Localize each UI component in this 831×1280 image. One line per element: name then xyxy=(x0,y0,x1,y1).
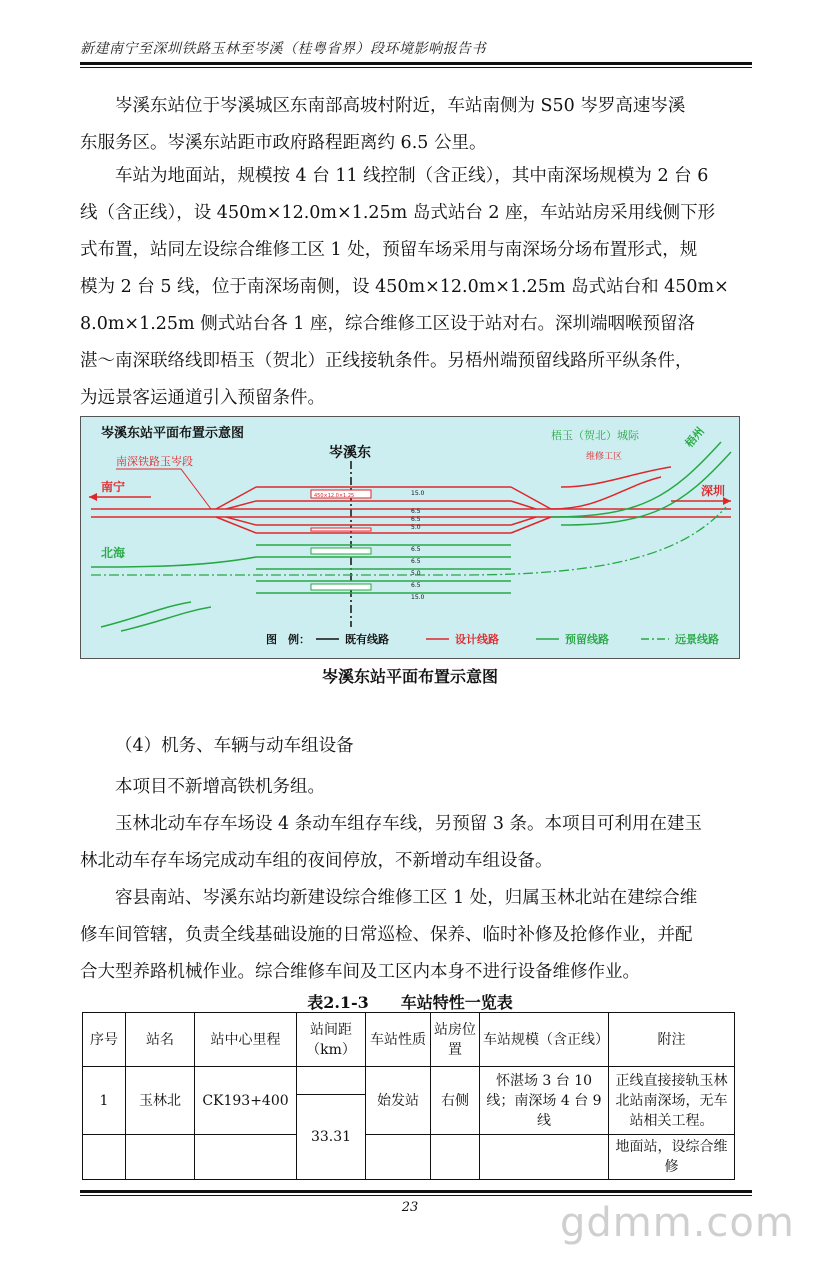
svg-text:远景线路: 远景线路 xyxy=(675,633,719,646)
watermark: gdmm.com xyxy=(560,1200,795,1246)
cell-name: 玉林北 xyxy=(126,1067,195,1135)
platform-3 xyxy=(311,548,371,554)
cell-empty xyxy=(431,1135,480,1180)
station-layout-diagram xyxy=(80,416,740,659)
beihai-label: 北海 xyxy=(101,546,126,560)
header-cell: 车站性质 xyxy=(366,1013,431,1067)
shenzhen-arrow-head xyxy=(723,497,731,505)
cell-position: 右侧 xyxy=(431,1067,480,1135)
page-header: 新建南宁至深圳铁路玉林至岑溪（桂粤省界）段环境影响报告书 xyxy=(80,41,486,57)
cell-empty xyxy=(126,1135,195,1180)
svg-text:15.0: 15.0 xyxy=(411,594,425,601)
nanshen-leader xyxy=(116,469,211,509)
svg-text:5.0: 5.0 xyxy=(411,524,421,531)
table-header-row xyxy=(83,1013,735,1067)
section-heading: （4）机务、车辆与动车组设备 xyxy=(115,736,354,756)
table-row xyxy=(83,1067,735,1095)
paragraph-station-scale: 车站为地面站，规模按 4 台 11 线控制（含正线），其中南深场规模为 2 台 6 线（含正线），设 450m×12.0m×1.25m 岛式站台 2 座，车站站房采用线侧下形 式布置，站同左设综合维修工区 1 处，预留车场采用与南深场分场布置形式，规 模为 2 台 5 线，位于南深场南侧，设 450m×12.0m×1.25m 岛式站台和 450m× 8.0m×1.25m 侧式站台各 1 座，综合维修工区设于站对右。深圳端咽喉预留洛 湛～南深联络线即梧玉（贺北）正线接轨条件。另梧州端预留线路所平纵条件， 为远景客运通道引入预留条件。 xyxy=(80,166,729,408)
cell-empty xyxy=(83,1135,126,1180)
platform-1-label: 450×12.0×1.25 xyxy=(314,493,355,499)
cell-no: 1 xyxy=(83,1067,126,1135)
wuzhou-label: 梧州 xyxy=(682,424,707,450)
svg-text:图 例：: 图 例： xyxy=(266,633,310,646)
station-name-label: 岑溪东 xyxy=(329,445,371,461)
svg-text:6.5: 6.5 xyxy=(411,546,421,553)
header-rule xyxy=(80,62,752,65)
svg-text:6.5: 6.5 xyxy=(411,508,421,515)
header-cell: 站名 xyxy=(126,1013,195,1067)
wuyu-line-label: 梧玉（贺北）城际 xyxy=(551,429,639,442)
header-cell: 站中心里程 xyxy=(195,1013,297,1067)
header-cell: 附注 xyxy=(609,1013,735,1067)
layout-svg xyxy=(81,417,739,658)
paragraph-maintenance: 容县南站、岑溪东站均新建设综合维修工区 1 处，归属玉林北站在建综合维 修车间管辖，负责全线基础设施的日常巡检、保养、临时补修及抢修作业，并配 合大型养路机械作业。综合维修车间及工区内本身不进行设备维修作业。 xyxy=(80,888,698,982)
platform-4 xyxy=(311,584,371,590)
paragraph-station-location: 岑溪东站位于岑溪城区东南部高坡村附近，车站南侧为 S50 岑罗高速岑溪 东服务区。岑溪东站距市政府路程距离约 6.5 公里。 xyxy=(80,96,686,153)
footer-rule-thin xyxy=(80,1195,752,1196)
svg-text:既有线路: 既有线路 xyxy=(345,633,389,646)
figure-caption: 岑溪东站平面布置示意图 xyxy=(321,667,498,686)
cell-note: 正线直接接轨玉林北站南深场，无车站相关工程。 xyxy=(609,1067,735,1135)
header-cell: 序号 xyxy=(83,1013,126,1067)
table-row xyxy=(83,1135,735,1180)
svg-text:6.5: 6.5 xyxy=(411,516,421,523)
maintenance-area-label: 维修工区 xyxy=(586,452,623,462)
cell-distance: 33.31 xyxy=(297,1095,366,1180)
svg-text:6.5: 6.5 xyxy=(411,582,421,589)
svg-text:5.0: 5.0 xyxy=(411,570,421,577)
nanshen-line-label: 南深铁路玉岑段 xyxy=(116,455,193,468)
diagram-title: 岑溪东站平面布置示意图 xyxy=(101,426,245,441)
cell-scale: 怀湛场 3 台 10 线；南深场 4 台 9 线 xyxy=(480,1067,609,1135)
page-number: 23 xyxy=(401,1200,419,1215)
paragraph-locomotive: 本项目不新增高铁机务组。 xyxy=(115,777,325,797)
nanning-label: 南宁 xyxy=(101,480,126,494)
header-cell: 站房位置 xyxy=(431,1013,480,1067)
cell-distance-blank xyxy=(297,1067,366,1095)
diagram-legend xyxy=(266,632,719,646)
table-title: 表2.1-3 车站特性一览表 xyxy=(307,993,513,1012)
shenzhen-label: 深圳 xyxy=(701,484,726,498)
station-table xyxy=(82,1012,735,1180)
cell-note-2: 地面站，设综合维修 xyxy=(609,1135,735,1180)
cell-empty xyxy=(366,1135,431,1180)
cell-empty xyxy=(195,1135,297,1180)
cell-nature: 始发站 xyxy=(366,1067,431,1135)
nanning-arrow-head xyxy=(89,493,97,501)
svg-text:15.0: 15.0 xyxy=(411,490,425,497)
svg-text:6.5: 6.5 xyxy=(411,558,421,565)
header-rule-thin xyxy=(80,67,752,68)
reserved-tracks xyxy=(91,442,731,631)
paragraph-emu-depot: 玉林北动车存车场设 4 条动车组存车线，另预留 3 条。本项目可利用在建玉 林北动车存车场完成动车组的夜间停放，不新增动车组设备。 xyxy=(80,814,703,871)
cell-empty xyxy=(480,1135,609,1180)
platform-2 xyxy=(311,528,371,531)
cell-mileage: CK193+400 xyxy=(195,1067,297,1135)
header-cell: 站间距（km） xyxy=(297,1013,366,1067)
svg-text:设计线路: 设计线路 xyxy=(455,633,499,646)
footer-rule xyxy=(80,1190,752,1193)
svg-text:预留线路: 预留线路 xyxy=(565,633,609,646)
header-cell: 车站规模（含正线） xyxy=(480,1013,609,1067)
